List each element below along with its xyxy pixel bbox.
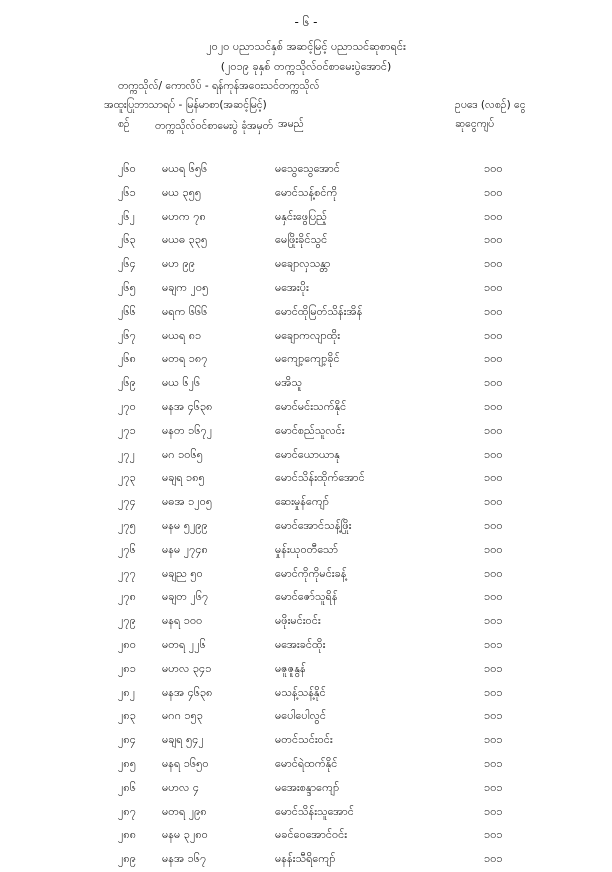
row-fee: ၁၀၁ bbox=[484, 614, 503, 628]
row-roll-number: မယ ၃၅၅ bbox=[162, 185, 202, 199]
row-roll-number: မနမ ၂၇၄၈ bbox=[162, 542, 208, 556]
row-name: မောင်ထိုမြတ်သိန်းအိန် bbox=[275, 304, 363, 318]
row-fee: ၁၀၀ bbox=[484, 257, 503, 271]
row-roll-number: မယရ ၈၁ bbox=[162, 328, 202, 342]
table-row bbox=[0, 253, 612, 277]
table-row bbox=[0, 563, 612, 587]
row-no: ၂၇၅ bbox=[118, 518, 136, 532]
row-roll-number: မနမ ၅၂၉၉ bbox=[162, 518, 208, 532]
page-number: - ၆ - bbox=[294, 15, 318, 29]
row-roll-number: မနအ ၄၆၃၈ bbox=[162, 685, 213, 699]
row-roll-number: မချတ ၂၆၇ bbox=[162, 590, 209, 604]
row-fee: ၁၀၀ bbox=[484, 590, 503, 604]
table-row bbox=[0, 325, 612, 349]
row-fee: ၁၀၁ bbox=[484, 637, 503, 651]
row-no: ၂၇၇ bbox=[118, 566, 136, 580]
row-name: မောင်ယောယာနု bbox=[275, 447, 340, 461]
row-no: ၂၇၆ bbox=[118, 542, 136, 556]
row-roll-number: မယရ ၆၅၆ bbox=[162, 162, 208, 175]
row-fee: ၁၀၀ bbox=[484, 352, 503, 366]
row-fee: ၁၀၀ bbox=[484, 328, 503, 342]
table-header bbox=[0, 118, 612, 152]
table-row bbox=[0, 206, 612, 230]
table-row bbox=[0, 658, 612, 682]
row-fee: ၁၀၀ bbox=[484, 233, 503, 247]
row-fee: ၁၀၀ bbox=[484, 162, 503, 175]
row-roll-number: မချည ၅၀ bbox=[162, 566, 203, 580]
row-name: မနှင်းဖွေပြည့် bbox=[275, 209, 327, 223]
fee-header-top: ဥပဒေ (လစဉ်) ငွေ bbox=[455, 99, 526, 111]
document-subtitle: (၂၀၁၉ ခုနှစ် တက္ကသိုလ်ဝင်စာမေးပွဲအောင်) bbox=[220, 60, 392, 73]
row-name: မေဖြိုးခိုင်သွင် bbox=[275, 233, 328, 247]
row-name: မတင်သင်းဝင်း bbox=[275, 733, 333, 747]
row-no: ၂၇၀ bbox=[118, 399, 136, 413]
row-fee: ၁၀၀ bbox=[484, 399, 503, 413]
row-no: ၂၇၈ bbox=[118, 590, 136, 604]
row-no: ၂၈၅ bbox=[118, 756, 136, 770]
row-roll-number: မဟလ ၄ bbox=[162, 780, 200, 794]
row-no: ၂၆၄ bbox=[118, 257, 136, 271]
row-fee: ၁၀၀ bbox=[484, 495, 503, 509]
row-roll-number: မဂဂ ၁၅၃ bbox=[162, 709, 203, 723]
table-row bbox=[0, 634, 612, 658]
row-fee: ၁၀၁ bbox=[484, 733, 503, 747]
row-name: မသွေသွေအောင် bbox=[275, 162, 340, 175]
table-row bbox=[0, 586, 612, 610]
table-row bbox=[0, 682, 612, 706]
row-no: ၂၆၂ bbox=[118, 209, 135, 223]
row-name: မှုန်းယုဝတီသော် bbox=[275, 542, 339, 556]
row-roll-number: မနအ ၄၆၃၈ bbox=[162, 399, 213, 413]
row-name: မအေးခင်ထိုး bbox=[275, 637, 326, 651]
table-row bbox=[0, 182, 612, 206]
major-subject-label: အထူးပြုဘာသာရပ် - မြန်မာစာ(အဆင့်မြင့်) bbox=[104, 99, 267, 111]
row-no: ၂၇၂ bbox=[118, 447, 135, 461]
row-no: ၂၈၂ bbox=[118, 685, 136, 699]
table-row bbox=[0, 539, 612, 563]
row-no: ၂၈၀ bbox=[118, 637, 136, 651]
row-name: မောင်စည်သူလင်း bbox=[275, 423, 345, 437]
row-roll-number: မချက ၂၀၅ bbox=[162, 280, 209, 294]
table-row bbox=[0, 158, 612, 182]
row-name: မောင်မင်းသက်နိုင် bbox=[275, 399, 347, 413]
row-name: မချောကလျာထိုး bbox=[275, 328, 341, 342]
row-fee: ၁၀၁ bbox=[484, 685, 503, 699]
row-no: ၂၆၅ bbox=[118, 280, 136, 294]
row-roll-number: မဟ ၉၉ bbox=[162, 257, 195, 271]
table-row bbox=[0, 277, 612, 301]
row-fee: ၁၀၀ bbox=[484, 185, 503, 199]
table-row bbox=[0, 777, 612, 801]
row-roll-number: မနအ ၁၆၇ bbox=[162, 852, 207, 866]
row-no: ၂၇၁ bbox=[118, 423, 136, 437]
row-roll-number: မယ ၆၂၆ bbox=[162, 376, 201, 390]
row-no: ၂၈၇ bbox=[118, 804, 136, 818]
row-roll-number: မဟလ ၃၄၁ bbox=[162, 661, 212, 675]
row-roll-number: မချရ ၁၈၅ bbox=[162, 471, 205, 485]
university-label: တက္ကသိုလ်/ ကောလိပ် - ရန်ကုန်အဝေးသင်တက္ကသိုလ် bbox=[118, 80, 320, 92]
row-no: ၂၈၃ bbox=[118, 709, 136, 723]
table-row bbox=[0, 301, 612, 325]
table-row bbox=[0, 801, 612, 825]
table-row bbox=[0, 515, 612, 539]
table-row bbox=[0, 824, 612, 848]
row-name: မချောလှသန္တာ bbox=[275, 257, 331, 271]
row-fee: ၁၀၀ bbox=[484, 280, 503, 294]
row-fee: ၁၀၀ bbox=[484, 304, 503, 318]
header-name: အမည် bbox=[278, 118, 304, 130]
row-no: ၂၆၁ bbox=[118, 185, 136, 199]
row-no: ၂၈၉ bbox=[118, 852, 136, 866]
row-name: မောင်သိန်းထိုက်အောင် bbox=[275, 471, 365, 485]
row-roll-number: မနတ ၁၆၇၂ bbox=[162, 423, 213, 437]
row-no: ၂၈၄ bbox=[118, 733, 136, 747]
table-row bbox=[0, 729, 612, 753]
table-row bbox=[0, 753, 612, 777]
row-name: မဖိုးမင်းဝင်း bbox=[275, 614, 321, 628]
table-row bbox=[0, 348, 612, 372]
table-row bbox=[0, 610, 612, 634]
table-row bbox=[0, 848, 612, 872]
row-name: မဇူဇူနွန် bbox=[275, 661, 306, 675]
row-roll-number: မနရ ၁၆၅၀ bbox=[162, 756, 209, 770]
row-no: ၂၆၉ bbox=[118, 376, 136, 390]
row-name: မောင်ရဲထက်နိုင် bbox=[275, 756, 338, 770]
row-name: မခင်ဝေအောင်ဝင်း bbox=[275, 828, 348, 842]
row-no: ၂၆၀ bbox=[118, 162, 136, 175]
row-roll-number: မတရ ၂၉၈ bbox=[162, 804, 207, 818]
row-roll-number: မချရ ၅၄၂ bbox=[162, 733, 204, 747]
row-no: ၂၆၃ bbox=[118, 233, 136, 247]
row-fee: ၁၀၁ bbox=[484, 661, 503, 675]
row-roll-number: မဂ ၁၀၆၅ bbox=[162, 447, 203, 461]
row-no: ၂၇၄ bbox=[118, 495, 136, 509]
row-fee: ၁၀၀ bbox=[484, 423, 503, 437]
table-row bbox=[0, 444, 612, 468]
row-no: ၂၆၆ bbox=[118, 304, 136, 318]
table-row bbox=[0, 467, 612, 491]
row-name: မောင်အောင်သန့်ဖြိုး bbox=[275, 518, 352, 532]
row-fee: ၁၀၀ bbox=[484, 471, 503, 485]
row-name: မအေးပိုး bbox=[275, 280, 309, 294]
row-roll-number: မတရ ၂၂၆ bbox=[162, 637, 206, 651]
row-fee: ၁၀၀ bbox=[484, 209, 503, 223]
row-fee: ၁၀၀ bbox=[484, 447, 503, 461]
awardee-table bbox=[0, 158, 612, 872]
row-no: ၂၈၁ bbox=[118, 661, 136, 675]
row-roll-number: မနရ ၁၀၀ bbox=[162, 614, 203, 628]
document-title: ၂၀၂၀ ပညာသင်နှစ် အဆင့်မြင့် ပညာသင်ဆုစာရင်း bbox=[206, 40, 406, 53]
row-no: ၂၆၈ bbox=[118, 352, 136, 366]
table-row bbox=[0, 372, 612, 396]
row-roll-number: မဟက ၇၈ bbox=[162, 209, 206, 223]
row-name: မောင်ကိုကိုမင်းခန့် bbox=[275, 566, 347, 580]
row-name: မကျော့ကျော့ခိုင် bbox=[275, 352, 340, 366]
row-name: မောင်ဇော်သူရိန် bbox=[275, 590, 338, 604]
row-fee: ၁၀၀ bbox=[484, 542, 503, 556]
row-name: မောင်သန့်စင်ကို bbox=[275, 185, 338, 199]
table-row bbox=[0, 420, 612, 444]
row-name: မပေါပေါလွင် bbox=[275, 709, 326, 723]
row-roll-number: မတရ ၁၈၇ bbox=[162, 352, 208, 366]
row-fee: ၁၀၁ bbox=[484, 804, 503, 818]
header-no: စဉ် bbox=[118, 118, 130, 130]
table-row bbox=[0, 396, 612, 420]
row-no: ၂၈၆ bbox=[118, 780, 136, 794]
row-name: မသန့်သန့်နိုင် bbox=[275, 685, 326, 699]
row-no: ၂၆၇ bbox=[118, 328, 136, 342]
row-fee: ၁၀၁ bbox=[484, 780, 503, 794]
header-fee: ဆုငွေကျပ် bbox=[455, 118, 495, 130]
row-name: မအိသူ bbox=[275, 376, 303, 390]
row-fee: ၁၀၀ bbox=[484, 376, 503, 390]
row-fee: ၁၀၁ bbox=[484, 828, 503, 842]
table-row bbox=[0, 229, 612, 253]
row-fee: ၁၀၀ bbox=[484, 518, 503, 532]
row-name: မောင်သိန်းသူအောင် bbox=[275, 804, 354, 818]
row-fee: ၁၀၁ bbox=[484, 756, 503, 770]
table-row bbox=[0, 491, 612, 515]
row-fee: ၁၀၁ bbox=[484, 709, 503, 723]
row-roll-number: မနမ ၃၂၈၀ bbox=[162, 828, 208, 842]
header-roll-number: တက္ကသိုလ်ဝင်စာမေးပွဲ ခုံအမှတ် bbox=[155, 120, 273, 132]
row-roll-number: မဓအ ၁၂၀၅ bbox=[162, 495, 213, 509]
table-row bbox=[0, 705, 612, 729]
row-no: ၂၈၈ bbox=[118, 828, 136, 842]
row-name: မအေးစန္ဒာကျော် bbox=[275, 780, 340, 794]
row-name: မနန်းသီရိကျော် bbox=[275, 852, 336, 866]
row-no: ၂၇၉ bbox=[118, 614, 136, 628]
row-roll-number: မရက ၆၆၆ bbox=[162, 304, 208, 318]
row-fee: ၁၀၁ bbox=[484, 852, 503, 866]
row-no: ၂၇၃ bbox=[118, 471, 136, 485]
row-roll-number: မယဓ ၃၃၅ bbox=[162, 233, 208, 247]
row-fee: ၁၀၀ bbox=[484, 566, 503, 580]
row-name: ဆေးမှုန်ကျော် bbox=[275, 495, 329, 509]
